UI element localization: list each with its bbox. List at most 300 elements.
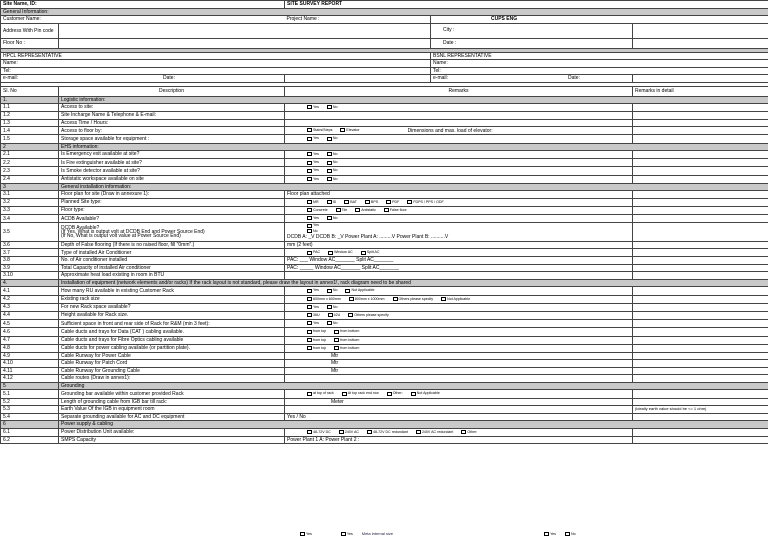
- row-number: 3.6: [1, 241, 59, 249]
- row-description: Cable ducts and trays for Data (CAT ) cabling available.: [59, 328, 285, 336]
- option-checkbox[interactable]: [340, 127, 359, 134]
- checkbox[interactable]: [307, 169, 312, 173]
- row-remarks-detail[interactable]: [633, 119, 768, 127]
- option-checkbox[interactable]: [327, 167, 338, 174]
- option-checkbox[interactable]: [416, 429, 453, 436]
- row-remarks-detail[interactable]: [633, 390, 768, 398]
- row-remarks-detail[interactable]: [633, 112, 768, 120]
- footer-option-b[interactable]: Yes: [341, 532, 353, 536]
- row-number: 1.5: [1, 135, 59, 143]
- row-description: Floor plan for site (Draw in annexure 1):: [59, 191, 285, 199]
- checkbox[interactable]: [307, 392, 312, 396]
- checkbox[interactable]: [411, 392, 416, 396]
- row-remarks-detail[interactable]: [633, 320, 768, 328]
- table-row: [1, 336, 768, 344]
- checkbox[interactable]: [327, 161, 332, 165]
- row-remarks: [285, 367, 633, 375]
- customer-name-label: Customer Name:: [1, 16, 285, 24]
- row-remarks-detail[interactable]: [633, 352, 768, 360]
- row-description: Antistatic workspace available on site: [59, 175, 285, 183]
- option-checkbox[interactable]: [365, 199, 378, 206]
- row-remarks-text: Yes / No: [287, 413, 306, 420]
- table-row: [1, 119, 768, 127]
- row-remarks: [285, 198, 633, 206]
- option-checkbox[interactable]: [307, 320, 319, 327]
- row-number: 4.8: [1, 344, 59, 352]
- row-remarks: [285, 303, 633, 311]
- checkbox[interactable]: [327, 305, 332, 309]
- row-remarks: [285, 249, 633, 257]
- checkbox[interactable]: [355, 208, 360, 212]
- option-checkbox[interactable]: [327, 104, 338, 111]
- row-remarks-detail[interactable]: [633, 272, 768, 280]
- row-remarks-detail[interactable]: [633, 198, 768, 206]
- option-checkbox[interactable]: [367, 429, 408, 436]
- option-label: No: [332, 105, 338, 109]
- option-checkbox[interactable]: [339, 429, 359, 436]
- option-checkbox[interactable]: [307, 287, 319, 294]
- checkbox[interactable]: [365, 200, 370, 204]
- row-remarks-detail[interactable]: [633, 375, 768, 383]
- table-row: [1, 272, 768, 280]
- col-header-remarks: Remarks: [285, 86, 633, 96]
- row-number: 3.10: [1, 272, 59, 280]
- option-label: 36U: [313, 313, 320, 318]
- row-remarks-detail[interactable]: [633, 249, 768, 257]
- checkbox[interactable]: [327, 200, 332, 204]
- city-label: City :: [431, 23, 633, 38]
- option-label: Others please specify: [354, 313, 389, 318]
- checkbox[interactable]: [307, 346, 312, 350]
- option-checkbox[interactable]: [361, 249, 380, 256]
- option-checkbox[interactable]: [327, 304, 338, 311]
- row-remarks-detail[interactable]: [633, 175, 768, 183]
- option-checkbox[interactable]: [407, 199, 443, 206]
- option-checkbox[interactable]: [328, 312, 341, 319]
- table-row: [1, 312, 768, 320]
- row-remarks-detail[interactable]: [633, 223, 768, 241]
- checkbox[interactable]: [307, 338, 312, 342]
- col-header-sl: Sl. No: [1, 86, 59, 96]
- checkbox[interactable]: [307, 216, 312, 220]
- row-number: 3.3: [1, 207, 59, 215]
- row-remarks: [285, 390, 633, 398]
- checkbox[interactable]: [307, 105, 312, 109]
- row-remarks-detail[interactable]: [633, 344, 768, 352]
- option-checkbox[interactable]: [307, 135, 319, 142]
- row-number: 4.4: [1, 312, 59, 320]
- option-checkbox[interactable]: [384, 207, 407, 214]
- table-row: [1, 191, 768, 199]
- option-checkbox[interactable]: [327, 135, 338, 142]
- row-number: 5: [1, 382, 59, 390]
- option-checkbox[interactable]: [327, 176, 338, 183]
- project-name-value: CUPS ENG: [431, 16, 768, 24]
- row-remarks-detail[interactable]: [633, 264, 768, 272]
- option-label: from top: [313, 329, 327, 334]
- row-number: 4.9: [1, 352, 59, 360]
- row-number: 2.3: [1, 167, 59, 175]
- table-row: [1, 367, 768, 375]
- address-label: Address With Pin code: [1, 23, 59, 38]
- checkbox[interactable]: [345, 289, 350, 293]
- section-title: EHS information:: [59, 143, 768, 151]
- checkbox[interactable]: [327, 137, 332, 141]
- option-label: 48-72V DC: [313, 429, 331, 434]
- option-label: Tile: [341, 208, 348, 212]
- option-label: FDPS / PPS / ODF: [413, 199, 444, 204]
- checkbox[interactable]: [341, 532, 346, 536]
- option-checkbox[interactable]: [327, 199, 337, 206]
- row-remarks-detail[interactable]: [633, 167, 768, 175]
- option-checkbox[interactable]: [327, 287, 338, 294]
- row-number: 4.: [1, 279, 59, 287]
- date-value[interactable]: [633, 38, 768, 48]
- option-label: Yes: [313, 288, 319, 293]
- footer-option-c[interactable]: Yes: [544, 532, 556, 536]
- checkbox[interactable]: [307, 208, 312, 212]
- table-row: [1, 375, 768, 383]
- option-checkbox[interactable]: [327, 151, 338, 158]
- row-remarks-detail[interactable]: [633, 328, 768, 336]
- option-checkbox[interactable]: [336, 207, 348, 214]
- checkbox[interactable]: [307, 224, 312, 228]
- option-checkbox[interactable]: [348, 312, 389, 319]
- option-checkbox[interactable]: [307, 159, 319, 166]
- option-label: BPS: [370, 199, 379, 204]
- checkbox[interactable]: [334, 346, 339, 350]
- checkbox[interactable]: [336, 208, 341, 212]
- row-number: 3.2: [1, 198, 59, 206]
- checkbox[interactable]: [461, 430, 466, 434]
- option-label: Not Applicable: [447, 296, 471, 301]
- row-remarks-detail[interactable]: [633, 159, 768, 167]
- option-label: 240V AC redundant: [421, 429, 454, 434]
- bsnl-name-label: Name:: [431, 60, 768, 68]
- option-label: from top: [313, 345, 327, 350]
- row-remarks-detail[interactable]: [633, 360, 768, 368]
- option-checkbox[interactable]: [342, 390, 379, 397]
- table-row: [1, 303, 768, 311]
- option-checkbox[interactable]: [307, 345, 326, 352]
- table-row: [1, 360, 768, 368]
- option-checkbox[interactable]: [327, 215, 338, 222]
- checkbox[interactable]: [307, 152, 312, 156]
- option-label: Others please specify: [398, 296, 434, 301]
- row-remarks: [285, 328, 633, 336]
- row-number: 4.3: [1, 303, 59, 311]
- checkbox[interactable]: [307, 321, 312, 325]
- option-checkbox[interactable]: [307, 151, 319, 158]
- row-description: For new Rack space available?: [59, 303, 285, 311]
- row-remarks: [285, 398, 633, 406]
- checkbox[interactable]: [307, 313, 312, 317]
- checkbox[interactable]: [327, 169, 332, 173]
- checkbox[interactable]: [307, 305, 312, 309]
- checkbox[interactable]: [327, 321, 332, 325]
- row-remarks-detail[interactable]: [633, 127, 768, 135]
- row-description: Height available for Rack size.: [59, 312, 285, 320]
- checkbox[interactable]: [327, 152, 332, 156]
- row-number: 1.3: [1, 119, 59, 127]
- option-checkbox[interactable]: [328, 249, 353, 256]
- row-description: Separate grounding available for AC and DC equipment: [59, 413, 285, 421]
- option-checkbox[interactable]: [344, 199, 357, 206]
- row-remarks-detail[interactable]: [633, 241, 768, 249]
- row-remarks-text: Mtr: [331, 360, 339, 367]
- option-checkbox[interactable]: [349, 296, 385, 303]
- checkbox[interactable]: [544, 532, 549, 536]
- table-row: [1, 436, 768, 444]
- section-title: Grounding: [59, 382, 768, 390]
- option-label: Not Applicable: [416, 391, 440, 396]
- row-remarks: [285, 135, 633, 143]
- table-row: [1, 135, 768, 143]
- option-label: No: [332, 168, 338, 173]
- row-remarks: [285, 207, 633, 215]
- row-remarks-detail[interactable]: [633, 336, 768, 344]
- table-row: [1, 215, 768, 223]
- checkbox[interactable]: [361, 251, 366, 255]
- checkbox[interactable]: [387, 392, 392, 396]
- row-remarks: [285, 167, 633, 175]
- option-checkbox[interactable]: [307, 296, 341, 303]
- row-remarks-detail[interactable]: (ideally earth value should be <= 1 ohm): [633, 406, 768, 414]
- date-label: Date :: [431, 38, 633, 48]
- option-label: Yes: [313, 136, 319, 141]
- row-remarks: [285, 159, 633, 167]
- section-row: [1, 183, 768, 191]
- city-value[interactable]: [633, 23, 768, 38]
- row-number: 3.9: [1, 264, 59, 272]
- checkbox[interactable]: [416, 430, 421, 434]
- row-remarks-detail[interactable]: [633, 215, 768, 223]
- option-checkbox[interactable]: [307, 249, 320, 256]
- row-number: 4.12: [1, 375, 59, 383]
- row-remarks-detail[interactable]: [633, 151, 768, 159]
- row-remarks-text: Power Plant 1 A: Power Plant 2 :: [287, 436, 360, 443]
- option-label: MR: [313, 199, 319, 204]
- checkbox[interactable]: [307, 200, 312, 204]
- option-checkbox[interactable]: [334, 345, 359, 352]
- option-checkbox[interactable]: [327, 159, 338, 166]
- checkbox[interactable]: [307, 251, 312, 255]
- section-row: [1, 143, 768, 151]
- option-checkbox[interactable]: [345, 287, 374, 294]
- row-number: 3.5: [1, 223, 59, 241]
- option-checkbox[interactable]: [334, 328, 359, 335]
- option-label: 240V AC: [344, 429, 359, 434]
- checkbox[interactable]: [307, 297, 312, 301]
- table-row: [1, 175, 768, 183]
- option-checkbox[interactable]: [307, 104, 319, 111]
- checkbox[interactable]: [348, 313, 353, 317]
- row-remarks-detail[interactable]: [633, 436, 768, 444]
- row-remarks-detail[interactable]: [633, 104, 768, 112]
- section-row: [1, 279, 768, 287]
- row-remarks: [285, 112, 633, 120]
- row-remarks-detail[interactable]: [633, 312, 768, 320]
- table-row: [1, 264, 768, 272]
- row-remarks-detail[interactable]: [633, 413, 768, 421]
- option-checkbox[interactable]: [307, 215, 319, 222]
- row-remarks: [285, 257, 633, 265]
- option-checkbox[interactable]: [307, 176, 319, 183]
- row-remarks-text: PAC: _____ Window AC_______ Split AC_______: [287, 264, 399, 271]
- option-checkbox[interactable]: [307, 304, 319, 311]
- table-row: [1, 207, 768, 215]
- option-label: ID: [332, 199, 337, 204]
- row-remarks: [285, 151, 633, 159]
- table-row: [1, 287, 768, 295]
- checkbox[interactable]: [300, 532, 305, 536]
- section-title: Logistic information:: [59, 96, 768, 104]
- checkbox[interactable]: [334, 338, 339, 342]
- option-checkbox[interactable]: [461, 429, 477, 436]
- bsnl-tel-label: Tel:: [431, 67, 768, 75]
- checkbox[interactable]: [307, 161, 312, 165]
- hpcl-date-value[interactable]: [285, 75, 431, 83]
- checkbox[interactable]: [407, 200, 412, 204]
- option-checkbox[interactable]: [307, 337, 326, 344]
- row-remarks-detail[interactable]: [633, 398, 768, 406]
- row-remarks-detail[interactable]: [633, 287, 768, 295]
- option-checkbox[interactable]: [307, 167, 319, 174]
- checkbox[interactable]: [307, 128, 312, 132]
- table-row: [1, 428, 768, 436]
- checkbox[interactable]: [441, 297, 446, 301]
- row-remarks-detail[interactable]: [633, 428, 768, 436]
- option-checkbox[interactable]: [411, 390, 440, 397]
- row-description: Access to site:: [59, 104, 285, 112]
- row-number: 2.2: [1, 159, 59, 167]
- option-label: from bottom: [340, 345, 360, 350]
- row-description: Depth of False flooring (If there is no raised floor, fill "0mm".): [59, 241, 285, 249]
- checkbox[interactable]: [307, 330, 312, 334]
- row-remarks-detail[interactable]: [633, 257, 768, 265]
- checkbox[interactable]: [327, 216, 332, 220]
- checkbox[interactable]: [327, 177, 332, 181]
- checkbox[interactable]: [307, 430, 312, 434]
- option-label: 48-72V DC redundant: [372, 429, 408, 434]
- checkbox[interactable]: [307, 137, 312, 141]
- checkbox[interactable]: [349, 297, 354, 301]
- table-row: [1, 127, 768, 135]
- option-label: Stairs/Steps: [313, 128, 333, 133]
- checkbox[interactable]: [386, 200, 391, 204]
- row-description: SMPS Capacity: [59, 436, 285, 444]
- footer-option-d[interactable]: No: [565, 532, 576, 536]
- row-remarks-detail[interactable]: [633, 207, 768, 215]
- option-checkbox[interactable]: [334, 337, 359, 344]
- option-checkbox[interactable]: [307, 199, 319, 206]
- checkbox[interactable]: [565, 532, 570, 536]
- bsnl-date-value[interactable]: [633, 75, 768, 83]
- section-title: Power supply & cabling: [59, 421, 768, 429]
- checkbox[interactable]: [307, 289, 312, 293]
- footer-option-a[interactable]: Yes: [300, 532, 312, 536]
- hpcl-email-label: e-mail: Date:: [1, 75, 285, 83]
- row-description: Is Fire extinguisher available at site?: [59, 159, 285, 167]
- checkbox[interactable]: [344, 200, 349, 204]
- floor-value[interactable]: [59, 38, 431, 48]
- option-checkbox[interactable]: [307, 312, 320, 319]
- option-checkbox[interactable]: [387, 390, 403, 397]
- option-checkbox[interactable]: [355, 207, 376, 214]
- row-remarks-detail[interactable]: [633, 367, 768, 375]
- row-number: 3.4: [1, 215, 59, 223]
- option-checkbox[interactable]: [307, 328, 326, 335]
- row-description: Existing rack size: [59, 295, 285, 303]
- row-remarks-detail[interactable]: [633, 303, 768, 311]
- checkbox[interactable]: [342, 392, 347, 396]
- checkbox[interactable]: [334, 330, 339, 334]
- row-description: Power Distribution Unit available:: [59, 428, 285, 436]
- row-remarks-text: PAC: ___ Window AC_______ Split AC_______: [287, 257, 394, 264]
- option-checkbox[interactable]: [327, 320, 338, 327]
- row-description-line: DCDB Available?: [61, 224, 100, 231]
- floor-label: Floor No :: [1, 38, 59, 48]
- row-description: No. of Air conditioner installed: [59, 257, 285, 265]
- option-checkbox[interactable]: [441, 296, 470, 303]
- option-label: Yes: [313, 105, 319, 109]
- row-remarks: [285, 406, 633, 414]
- checkbox[interactable]: [384, 208, 389, 212]
- checkbox[interactable]: [307, 177, 312, 181]
- option-checkbox[interactable]: [307, 429, 331, 436]
- table-row: [1, 328, 768, 336]
- option-label: PDF: [392, 199, 400, 204]
- address-value[interactable]: [59, 23, 431, 38]
- section-title: Installation of equipment (network elements and/or racks) If the rack layout is not standard, please draw the layout in annex1!, rack diagram need to be shared: [59, 279, 768, 287]
- option-checkbox[interactable]: [307, 207, 328, 214]
- table-row: [1, 249, 768, 257]
- row-remarks-detail[interactable]: [633, 191, 768, 199]
- checkbox[interactable]: [327, 105, 332, 109]
- row-remarks-text: Floor plan attached: [287, 191, 330, 198]
- hpcl-tel-label: Tel:: [1, 67, 431, 75]
- row-description: ACDB Available?: [59, 215, 285, 223]
- option-checkbox[interactable]: [307, 127, 332, 134]
- option-label: Yes: [313, 160, 319, 165]
- row-remarks-text: Meter: [331, 398, 344, 405]
- table-row: [1, 112, 768, 120]
- hpcl-name-label: Name:: [1, 60, 431, 68]
- option-checkbox[interactable]: [307, 390, 334, 397]
- row-description-line: (If No, What is output volt value at Power Source End): [61, 233, 181, 240]
- checkbox[interactable]: [328, 251, 333, 255]
- project-name-label: Project Name :: [285, 16, 431, 24]
- row-remarks-text: Mtr: [331, 352, 339, 359]
- row-number: 4.2: [1, 295, 59, 303]
- option-label: from bottom: [340, 329, 360, 334]
- checkbox[interactable]: [307, 229, 312, 233]
- row-remarks-detail[interactable]: [633, 295, 768, 303]
- row-description: Type of installed Air Conditioner: [59, 249, 285, 257]
- checkbox[interactable]: [393, 297, 398, 301]
- checkbox[interactable]: [339, 430, 344, 434]
- checkbox[interactable]: [327, 289, 332, 293]
- option-label: No: [332, 136, 338, 141]
- option-checkbox[interactable]: [393, 296, 434, 303]
- row-remarks: [285, 104, 633, 112]
- checkbox[interactable]: [340, 128, 345, 132]
- option-checkbox[interactable]: [386, 199, 399, 206]
- row-description: Cable ducts for power cabling available (or partition plate).: [59, 344, 285, 352]
- checkbox[interactable]: [328, 313, 333, 317]
- row-remarks-detail[interactable]: [633, 135, 768, 143]
- checkbox[interactable]: [367, 430, 372, 434]
